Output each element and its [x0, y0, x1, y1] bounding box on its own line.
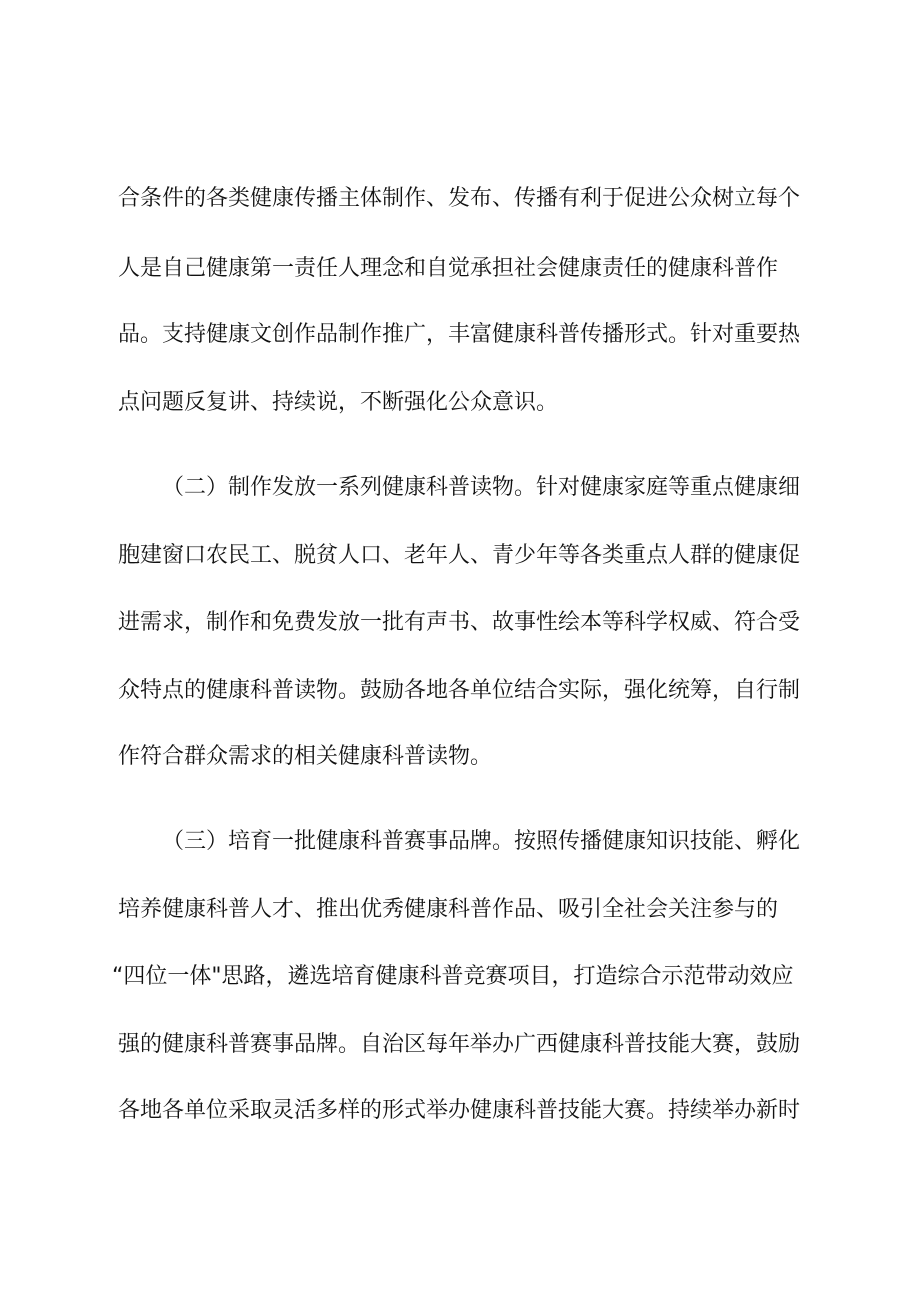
- paragraph-2-heading-line: （二）制作发放一系列健康科普读物。针对健康家庭等重点健康细: [162, 475, 801, 500]
- text-line-2: 人是自己健康第一责任人理念和自觉承担社会健康责任的健康科普作: [118, 256, 779, 281]
- text-line-14: 各地各单位采取灵活多样的形式举办健康科普技能大赛。持续举办新时: [118, 1098, 801, 1123]
- text-line-4: 点问题反复讲、持续说，不断强化公众意识。: [118, 390, 559, 415]
- text-line-9: 作符合群众需求的相关健康科普读物。: [118, 744, 493, 769]
- text-line-12: “四位一体"思路，遴选培育健康科普竞赛项目，打造综合示范带动效应: [112, 964, 794, 989]
- text-line-1: 合条件的各类健康传播主体制作、发布、传播有利于促进公众树立每个: [118, 186, 801, 211]
- text-line-11: 培养健康科普人才、推出优秀健康科普作品、吸引全社会关注参与的: [118, 897, 779, 922]
- paragraph-3-heading-line: （三）培育一批健康科普赛事品牌。按照传播健康知识技能、孵化: [162, 829, 801, 854]
- text-line-6: 胞建窗口农民工、脱贫人口、老年人、青少年等各类重点人群的健康促: [118, 543, 801, 568]
- text-line-3: 品。支持健康文创作品制作推广，丰富健康科普传播形式。针对重要热: [118, 322, 801, 347]
- text-line-13: 强的健康科普赛事品牌。自治区每年举办广西健康科普技能大赛，鼓励: [118, 1032, 801, 1057]
- text-line-7: 进需求，制作和免费发放一批有声书、故事性绘本等科学权威、符合受: [118, 610, 801, 635]
- text-line-8: 众特点的健康科普读物。鼓励各地各单位结合实际，强化统筹，自行制: [118, 678, 801, 703]
